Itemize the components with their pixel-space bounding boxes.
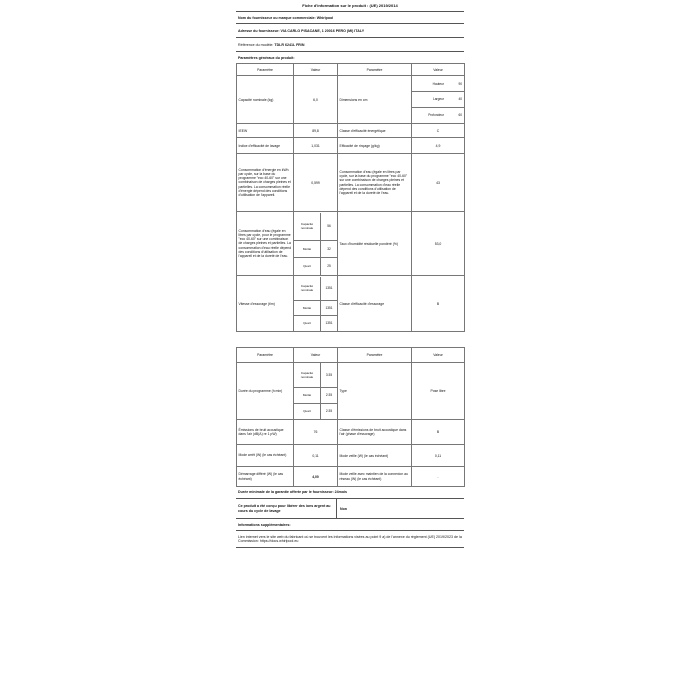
rinsing-label: Efficacité de rinçage (g/kg) bbox=[338, 138, 412, 154]
ion-value: Non bbox=[336, 499, 347, 519]
load-label: Quart bbox=[294, 316, 321, 331]
washing-index-label: Indice d'efficacité de lavage bbox=[237, 138, 294, 154]
washing-index-value: 1,031 bbox=[294, 138, 338, 154]
water-per-cycle-label: Consommation d'eau (égale en litres par cycle, pour le programme "eco 40-60" sur une combinaison de charges pleines et partielles. La consommation d'eau réelle dépend des conditions d'utilisation de l'appareil et de la dureté de l'eau. bbox=[237, 212, 294, 276]
networked-standby-label: Mode veille avec maintien de la connexion au réseau (W) (le cas échéant) bbox=[338, 467, 412, 487]
link-row bbox=[236, 530, 464, 548]
energy-consumption-label: Consommation d'énergie en kWh par cycle, sur la base du programme "eco 40-60" sur une combinaison de charges pleines et partielles. La consommation réelle d'énergie dépend des conditions d'utilisation de l'appareil. bbox=[237, 154, 294, 212]
general-params-heading: Paramètres généraux du produit: bbox=[238, 56, 295, 60]
additional-row bbox=[236, 518, 464, 530]
load-value: 56 bbox=[321, 213, 338, 241]
load-value: 1351 bbox=[321, 277, 338, 301]
guarantee-row bbox=[236, 487, 464, 498]
additional-label: Informations supplémentaires: bbox=[238, 523, 291, 527]
supplier-row bbox=[236, 11, 464, 23]
load-value: 2:35 bbox=[321, 387, 338, 403]
address-label: Adresse du fournisseur: bbox=[238, 29, 280, 33]
load-value: 3:35 bbox=[321, 363, 338, 387]
duration-label: Durée du programme (h:min) bbox=[237, 363, 294, 420]
header-parameter: Paramètre bbox=[237, 64, 294, 76]
spin-class-label: Classe d'efficacité d'essorage bbox=[338, 276, 412, 332]
parameters-table-2 bbox=[236, 347, 465, 487]
off-mode-value: 0,11 bbox=[294, 445, 338, 467]
energy-class-label: Classe d'efficacité énergétique bbox=[338, 124, 412, 138]
energy-consumption-value: 0,599 bbox=[294, 154, 338, 212]
load-label: Moitié bbox=[294, 301, 321, 316]
load-label: Moitié bbox=[294, 387, 321, 403]
load-value: 1351 bbox=[325, 321, 333, 326]
dim-label: Hauteur bbox=[432, 81, 444, 86]
address-row bbox=[236, 23, 464, 37]
type-value: Pose libre bbox=[412, 363, 465, 420]
water-consumption-label: Consommation d'eau (égale en litres par cycle, sur la base du programme "eco 40-60" sur une combinaison de charges pleines et partielles. La consommation d'eau réelle dépend des conditions d'utilisation de l'appareil et de la dureté de l'eau. bbox=[338, 154, 412, 212]
noise-label: Émissions de bruit acoustique dans l'air (dB(A) re 1 pW) bbox=[237, 420, 294, 445]
off-mode-label: Mode arrêt (W) (le cas échéant) bbox=[237, 445, 294, 467]
humidity-label: Taux d'humidité résiduelle pondéré (%) bbox=[338, 212, 412, 276]
dim-label: Profondeur bbox=[428, 113, 444, 118]
header-value-2: Valeur bbox=[412, 64, 465, 76]
spin-speed-cell bbox=[294, 276, 338, 332]
noise-class-label: Classe d'émissions de bruit acoustique dans l'air (phase d'essorage) bbox=[338, 420, 412, 445]
eei-label: IEEW bbox=[237, 124, 294, 138]
humidity-value: 53,0 bbox=[412, 212, 465, 276]
parameters-table-1 bbox=[236, 63, 465, 332]
load-label: Moitié bbox=[294, 241, 321, 258]
rinsing-value: 4,9 bbox=[412, 138, 465, 154]
load-label: Quart bbox=[294, 403, 321, 419]
type-label: Type bbox=[338, 363, 412, 420]
water-consumption-value: 43 bbox=[412, 154, 465, 212]
general-params-row bbox=[236, 51, 464, 63]
spin-class-value: B bbox=[412, 276, 465, 332]
load-label: Quart bbox=[294, 258, 321, 275]
noise-class-value: B bbox=[412, 420, 465, 445]
supplier-value: Whirlpool bbox=[316, 16, 334, 20]
duration-subtable bbox=[294, 363, 337, 419]
dimensions-cell bbox=[412, 76, 465, 124]
load-label: Capacité nominale bbox=[294, 363, 321, 387]
standby-value: 0,11 bbox=[412, 445, 465, 467]
ion-label: Ce produit a été conçu pour libérer des ions argent au cours du cycle de lavage bbox=[238, 504, 331, 513]
eei-value: 89,8 bbox=[294, 124, 338, 138]
standby-label: Mode veille (W) (le cas échéant) bbox=[338, 445, 412, 467]
ion-row bbox=[236, 498, 464, 518]
spin-speed-label: Vitesse d'essorage (t/m) bbox=[237, 276, 294, 332]
spin-subtable bbox=[294, 277, 337, 331]
dimensions-subtable bbox=[412, 76, 464, 123]
header-value-2: Valeur bbox=[412, 348, 465, 363]
energy-class-value: C bbox=[412, 124, 465, 138]
load-value: 2:35 bbox=[325, 409, 333, 414]
header-value: Valeur bbox=[294, 348, 338, 363]
capacity-value: 6,0 bbox=[294, 76, 338, 124]
sheet-title: Fiche d'information sur le produit : (UE) 2019/2014 bbox=[302, 3, 398, 8]
product-information-sheet bbox=[236, 0, 464, 548]
model-value: TDLR 6241L FR/N bbox=[274, 43, 305, 47]
header-value: Valeur bbox=[294, 64, 338, 76]
delay-start-label: Démarrage différé (W) (le cas échéant) bbox=[237, 467, 294, 487]
dim-value: 60 bbox=[458, 113, 462, 118]
model-label: Référence du modèle: bbox=[238, 43, 274, 47]
networked-standby-value: - bbox=[412, 467, 465, 487]
header-parameter: Paramètre bbox=[237, 348, 294, 363]
supplier-label: Nom du fournisseur ou marque commerciale: bbox=[238, 16, 316, 20]
capacity-label: Capacité nominale (kg) bbox=[237, 76, 294, 124]
water-subtable bbox=[294, 213, 337, 275]
header-parameter-2: Paramètre bbox=[338, 64, 412, 76]
duration-cell bbox=[294, 363, 338, 420]
load-value: 25 bbox=[327, 264, 331, 269]
header-parameter-2: Paramètre bbox=[338, 348, 412, 363]
load-label: Capacité nominale bbox=[294, 213, 321, 241]
load-value: 32 bbox=[321, 241, 338, 258]
address-value: VIA CARLO PISACANE, 1 20016 PERO (MI) ITALY bbox=[280, 29, 365, 33]
guarantee-text: Durée minimale de la garantie offerte par le fournisseur: 24mois bbox=[238, 490, 348, 494]
dim-value: 40 bbox=[446, 92, 464, 108]
dimensions-label: Dimensions en cm bbox=[338, 76, 412, 124]
load-value: 1351 bbox=[321, 301, 338, 316]
noise-value: 76 bbox=[294, 420, 338, 445]
dim-value: 90 bbox=[446, 76, 464, 92]
info-link-text[interactable]: Lien internet vers le site web du fabricant où se trouvent les informations visées au point 9 a) de l'annexe du règlement (UE) 2019/2023 de la Commission: https://docs.whirlpool.eu bbox=[238, 534, 462, 543]
model-row bbox=[236, 37, 464, 51]
water-per-cycle-cell bbox=[294, 212, 338, 276]
load-label: Capacité nominale bbox=[294, 277, 321, 301]
delay-start-value: 4,00 bbox=[294, 467, 338, 487]
dim-label: Largeur bbox=[433, 97, 444, 102]
